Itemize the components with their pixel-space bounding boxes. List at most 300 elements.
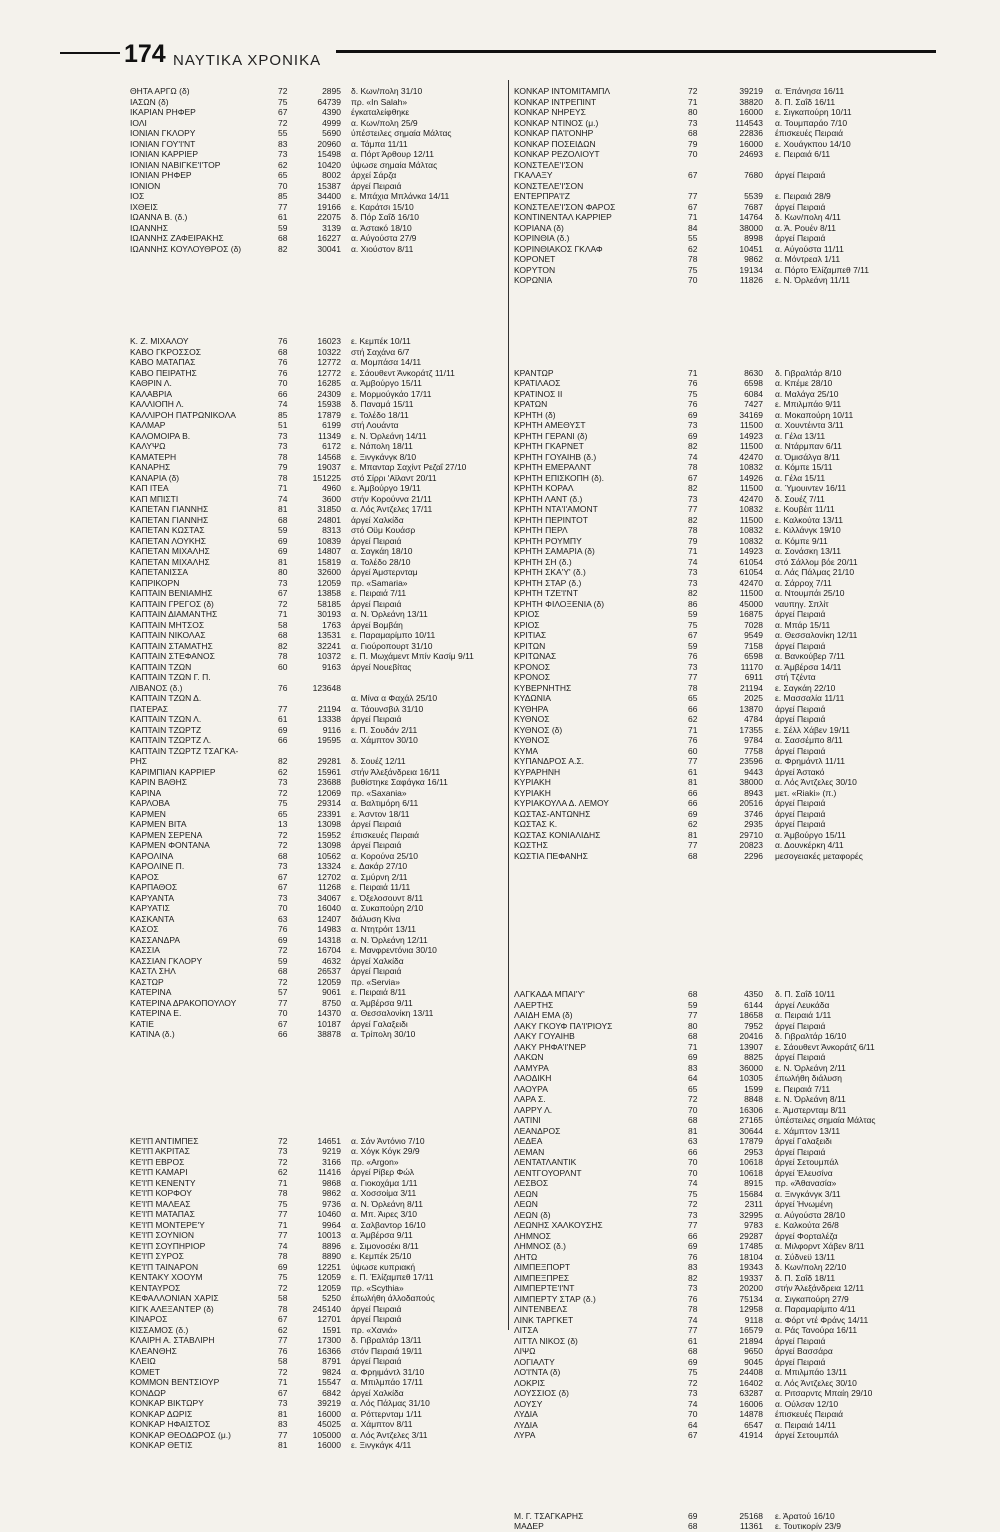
ship-row	[514, 1336, 934, 1347]
tonnage: 39219	[739, 86, 763, 96]
ship-row	[514, 420, 934, 431]
position: ε. Πειραιά 6/11	[775, 149, 831, 159]
ship-name: ΚΑΡΟΛΙΝΕ Π.	[130, 861, 185, 871]
position: ε. Άρατού 16/10	[775, 1510, 835, 1521]
tonnage: 15961	[317, 766, 341, 777]
position: α. Σαλβαντορ 16/10	[351, 1219, 426, 1230]
tonnage: 16285	[317, 378, 341, 388]
ship-name: ΚΡΗΤΗ (δ)	[514, 409, 556, 420]
tonnage: 61054	[739, 556, 763, 567]
build-year: 59	[278, 525, 288, 535]
ship-row	[514, 202, 934, 213]
position: άρχεί Σάρζα	[351, 170, 397, 180]
section-gap	[130, 254, 504, 336]
ship-row	[514, 1147, 934, 1158]
position: α. Φρηιμάντλ 31/10	[351, 1366, 425, 1377]
position: ε. Καράτσι 15/10	[351, 201, 414, 212]
tonnage: 42470	[739, 493, 763, 504]
build-year: 69	[278, 546, 288, 556]
ship-row	[130, 420, 504, 431]
ship-row	[514, 609, 934, 620]
ship-name: ΚΡΙΤΩΝ	[514, 640, 546, 651]
ship-name: ΚΡΙΟΣ	[514, 609, 540, 619]
position: α. Κπέμε 28/10	[775, 378, 833, 388]
tonnage: 13098	[317, 840, 341, 850]
tonnage: 12059	[317, 577, 341, 588]
ship-name: ΚΟΡΥΤΟΝ	[514, 264, 556, 275]
tonnage: 9862	[322, 1188, 341, 1198]
build-year: 70	[688, 149, 698, 159]
ship-row	[514, 546, 934, 557]
build-year: 58	[278, 1293, 288, 1303]
tonnage: 6842	[322, 1387, 341, 1398]
tonnage: 19595	[317, 735, 341, 745]
position: άργεί Πειραιά	[351, 840, 402, 850]
position: ε. Ξινγκάγκ 4/11	[351, 1440, 412, 1450]
tonnage: 45025	[317, 1419, 341, 1429]
ship-row	[130, 399, 504, 410]
ship-row	[514, 1220, 934, 1231]
build-year: 65	[688, 693, 698, 703]
build-year: 73	[278, 441, 288, 451]
tonnage: 13870	[739, 703, 763, 714]
position	[351, 746, 504, 757]
tonnage: 16402	[739, 1377, 763, 1388]
ship-row	[514, 819, 934, 830]
tonnage: 34400	[317, 191, 341, 201]
tonnage: 3600	[322, 493, 341, 504]
tonnage: 12069	[317, 787, 341, 798]
tonnage: 42470	[739, 577, 763, 588]
build-year: 62	[278, 1324, 288, 1335]
ship-row	[130, 504, 504, 515]
build-year: 75	[278, 96, 288, 107]
position: ε. Άμβούργο 19/11	[351, 483, 421, 493]
tonnage: 21194	[739, 682, 763, 693]
ship-name: ΚΟΝΣΤΕΛΕ'Ι'ΣΟΝ	[514, 180, 584, 191]
position: ε. Πειραιά 8/11	[351, 987, 407, 997]
ship-row	[130, 1220, 504, 1231]
ship-name: ΛΑΚΥ ΓΟΥΑΙΗΒ	[514, 1031, 575, 1041]
build-year: 75	[688, 264, 698, 275]
build-year: 78	[278, 1303, 288, 1314]
build-year: 59	[278, 222, 288, 233]
ship-row	[130, 1409, 504, 1420]
position: α. Χόγκ Κόγκ 29/9	[351, 1146, 420, 1156]
tonnage: 64739	[317, 96, 341, 107]
ship-name: ΚΑΠΤΑΙΝ ΣΤΑΜΑΤΗΣ	[130, 640, 213, 651]
tonnage: 16000	[739, 107, 763, 117]
ship-row	[514, 233, 934, 244]
ship-row	[514, 536, 934, 547]
build-year: 72	[688, 1199, 698, 1209]
ship-row	[514, 139, 934, 150]
ship-row	[130, 1241, 504, 1252]
tonnage: 11500	[739, 420, 763, 430]
ship-row	[514, 452, 934, 463]
build-year: 59	[688, 640, 698, 651]
ship-row	[130, 1188, 504, 1199]
tonnage: 11416	[317, 1167, 341, 1177]
build-year: 76	[278, 924, 288, 934]
position: α. Ντητρόιτ 13/11	[351, 924, 417, 934]
position: ε. Τολέδο 18/11	[351, 409, 409, 420]
ship-name: ΚΥΡΙΑΚΗ	[514, 787, 551, 798]
build-year: 75	[278, 1198, 288, 1209]
tonnage: 114543	[735, 117, 763, 128]
ship-name: ΚΑΛΛΙΡΟΗ ΠΑΤΡΩΝΙΚΟΛΑ	[130, 409, 236, 420]
position: άργεί Πειραιά	[775, 714, 826, 724]
position: α. Γέλα 15/11	[775, 472, 826, 483]
build-year: 62	[278, 766, 288, 777]
ship-name: ΚΑΣΟΣ	[130, 924, 159, 934]
ship-name: ΚΡΗΤΗ ΕΜΕΡΑΛΝΤ	[514, 462, 592, 472]
ship-row	[130, 536, 504, 547]
build-year: 76	[688, 399, 698, 409]
tonnage: 4632	[322, 955, 341, 966]
ship-row	[130, 1178, 504, 1189]
column-divider	[508, 80, 509, 1330]
ship-row	[514, 1399, 934, 1410]
build-year: 78	[688, 682, 698, 693]
ship-row	[130, 336, 504, 347]
build-year: 78	[278, 1188, 288, 1198]
section-gap	[514, 861, 934, 989]
tonnage: 41914	[739, 1430, 763, 1440]
ship-row	[130, 735, 504, 746]
build-year: 72	[688, 1377, 698, 1388]
tonnage: 25168	[739, 1510, 763, 1521]
ship-name: ΛΑΚΥ ΡΗΦΑ'Ι'ΝΕΡ	[514, 1041, 586, 1052]
position: άργεί Βομβάη	[351, 619, 403, 630]
build-year: 67	[278, 1314, 288, 1324]
ship-name: ΚΟΡΙΑΝΑ (δ)	[514, 222, 564, 233]
ship-row	[130, 1209, 504, 1220]
position: ε. Μορμούγκάο 17/11	[351, 388, 432, 399]
ship-row	[130, 97, 504, 108]
ship-name: Μ. Γ. ΤΣΑΓΚΑΡΗΣ	[514, 1510, 584, 1521]
ship-row	[514, 1105, 934, 1116]
ship-name: ΚΕ'Ι'Π ΑΚΡΙΤΑΣ	[130, 1146, 190, 1156]
position: διάλυση Κίνα	[351, 913, 401, 924]
build-year: 69	[278, 1261, 288, 1272]
position: α. Μπάρ 15/11	[775, 619, 831, 630]
build-year: 76	[688, 1251, 698, 1262]
build-year: 75	[688, 1367, 698, 1377]
tonnage: 10305	[739, 1073, 763, 1083]
tonnage: 6172	[322, 441, 341, 451]
position: α. Άμβούργο 15/11	[775, 829, 846, 840]
position: ε. Χάμπτον 13/11	[775, 1125, 841, 1136]
tonnage: 6547	[744, 1419, 763, 1430]
build-year: 77	[688, 504, 698, 514]
tonnage: 16306	[739, 1104, 763, 1115]
position: α. Ν. Όρλεάνη 8/11	[351, 1198, 423, 1209]
ship-name: ΛΑΚΩΝ	[514, 1052, 544, 1062]
position: άργεί Φορταλέζα	[775, 1230, 838, 1241]
build-year: 67	[278, 1387, 288, 1398]
tonnage: 8791	[322, 1356, 341, 1366]
tonnage: 5539	[744, 191, 763, 201]
build-year: 62	[688, 714, 698, 724]
ship-row	[130, 170, 504, 181]
ship-row	[514, 641, 934, 652]
build-year: 66	[688, 1146, 698, 1157]
ship-name: ΛΑΡΑ Σ.	[514, 1094, 546, 1104]
tonnage	[303, 693, 351, 704]
tonnage: 8998	[744, 233, 763, 243]
build-year: 82	[688, 483, 698, 493]
tonnage: 34169	[739, 409, 763, 420]
tonnage	[721, 181, 775, 192]
ship-name: ΚΡΑΤΙΝΟΣ ΙΙ	[514, 388, 563, 399]
tonnage: 9964	[322, 1219, 341, 1230]
ship-row	[130, 714, 504, 725]
ship-name: ΛΟΥΣΥ	[514, 1398, 543, 1409]
build-year: 77	[688, 840, 698, 850]
ship-name: ΚΙΝΑΡΟΣ	[130, 1314, 168, 1324]
ship-name: ΛΑΙΔΗ ΕΜΑ (δ)	[514, 1010, 573, 1020]
ship-row	[130, 830, 504, 841]
ship-name: ΛΕΜΑΝ	[514, 1146, 545, 1157]
build-year: 67	[688, 170, 698, 180]
tonnage: 2953	[744, 1146, 763, 1157]
position: ε. Μανφρεντόνια 30/10	[351, 945, 437, 955]
build-year: 69	[688, 1241, 698, 1251]
right-column	[514, 86, 934, 1532]
tonnage: 16000	[317, 1408, 341, 1419]
build-year: 72	[278, 787, 288, 798]
tonnage: 8630	[744, 367, 763, 378]
ship-row	[514, 662, 934, 673]
ship-name: ΚΑΤΕΡΙΝΑ Ε.	[130, 1008, 182, 1018]
build-year: 67	[278, 1018, 288, 1029]
ship-name: ΚΟΝΚΑΡ ΗΦΑΙΣΤΟΣ	[130, 1419, 211, 1429]
position: ε. Ν. Όρλεάνη 11/11	[775, 275, 850, 285]
build-year: 65	[278, 808, 288, 819]
build-year: 74	[688, 1178, 698, 1188]
ship-name: ΙΟΝΙΑΝ ΚΑΡΡΙΕΡ	[130, 149, 199, 159]
ship-name: ΚΩΣΤΑΣ ΚΟΝΙΑΛΙΔΗΣ	[514, 829, 601, 840]
build-year: 71	[688, 546, 698, 556]
ship-name: ΚΑΠΤΑΙΝ ΤΖΩΝ	[130, 661, 192, 672]
ship-row	[514, 1378, 934, 1389]
position: α. Σάν Άντόνιο 7/10	[351, 1135, 425, 1146]
build-year: 74	[688, 1398, 698, 1409]
ship-name: ΚΑΡΙΜΠΙΑΝ ΚΑΡΡΙΕΡ	[130, 766, 216, 777]
position: δ. Π. Σαΐδ 18/11	[775, 1272, 836, 1283]
position: α. Βανκούβερ 7/11	[775, 651, 845, 661]
tonnage: 7952	[744, 1020, 763, 1031]
ship-name: ΡΗΣ	[130, 756, 148, 766]
tonnage: 4960	[322, 483, 341, 493]
ship-row	[514, 683, 934, 694]
tonnage: 10372	[317, 651, 341, 661]
section-gap	[130, 1040, 504, 1136]
build-year: 71	[278, 1377, 288, 1387]
ship-name: ΙΟΣ	[130, 191, 145, 201]
position: πρ. «Argon»	[351, 1156, 399, 1167]
ship-name: ΚΥΒΕΡΝΗΤΗΣ	[514, 682, 572, 693]
ship-row	[130, 861, 504, 872]
position: α. Πειραιά 14/11	[775, 1419, 837, 1430]
tonnage: 6084	[744, 388, 763, 399]
build-year: 61	[688, 766, 698, 777]
position: α. Άμβέρσα 9/11	[351, 1230, 413, 1240]
ship-row	[514, 777, 934, 788]
tonnage: 8750	[322, 997, 341, 1008]
tonnage: 38878	[317, 1029, 341, 1039]
position: α. Έπάνησα 16/11	[775, 86, 845, 96]
build-year: 84	[688, 222, 698, 233]
ship-name: ΚΡΗΤΗ ΣΗ (δ.)	[514, 556, 572, 567]
ship-row	[130, 746, 504, 757]
position: α. Κορούνα 25/10	[351, 850, 418, 861]
ship-name: ΚΑΒΟ ΠΕΙΡΑΤΗΣ	[130, 367, 197, 378]
ship-name: ΛΙΜΠΕΞΠΟΡΤ	[514, 1262, 571, 1272]
ship-row	[514, 651, 934, 662]
build-year: 71	[688, 212, 698, 222]
ship-row	[130, 441, 504, 452]
position: στό Οϋμ Κουάσρ	[351, 525, 416, 535]
ship-name: ΚΕ'Ι'Π ΣΟΥΠΗΡΙΟΡ	[130, 1240, 206, 1251]
ship-name: ΛΗΤΩ	[514, 1251, 538, 1262]
tonnage: 45000	[739, 598, 763, 609]
build-year: 71	[688, 367, 698, 378]
section-gap	[514, 286, 934, 368]
build-year: 66	[688, 703, 698, 714]
build-year	[278, 746, 303, 757]
ship-name: ΚΥΡΙΑΚΟΥΛΑ Δ. ΛΕΜΟΥ	[514, 798, 609, 808]
tonnage: 1599	[744, 1083, 763, 1094]
ship-row	[130, 212, 504, 223]
position: άργεί Πειραιά	[775, 703, 826, 714]
position: στόν Πειραιά 19/11	[351, 1345, 423, 1356]
tonnage: 21894	[739, 1335, 763, 1346]
position: α. Τρίπολη 30/10	[351, 1029, 416, 1039]
position: άργεί Πειραιά	[351, 598, 402, 609]
ship-row	[130, 473, 504, 484]
position: ε. Σιμονοσέκι 8/11	[351, 1240, 419, 1251]
position: α. Τουμπαράο 7/10	[775, 117, 848, 128]
ship-name: ΛΑΓΚΑΔΑ ΜΠΑΙ'Υ'	[514, 989, 585, 999]
ship-name: ΚΑΠ ΙΤΕΑ	[130, 483, 169, 493]
position: μεσογειακές μεταφορές	[775, 850, 863, 861]
build-year: 85	[278, 409, 288, 420]
ship-name: ΚΥΡΑΡΗΝΗ	[514, 766, 561, 777]
ship-name: ΚΑΒΟ ΓΚΡΟΣΣΟΣ	[130, 346, 201, 357]
tonnage: 4350	[744, 989, 763, 999]
position: α. Πειραιά 1/11	[775, 1010, 832, 1020]
ship-row	[130, 431, 504, 442]
ship-name: ΚΑΠΤΑΙΝ ΤΖΩΝ Δ.	[130, 693, 202, 703]
build-year: 74	[278, 493, 288, 504]
ship-row	[130, 840, 504, 851]
tonnage: 7427	[744, 399, 763, 409]
tonnage: 11826	[739, 275, 763, 285]
ship-row	[514, 494, 934, 505]
ship-row	[514, 97, 934, 108]
build-year: 73	[688, 493, 698, 504]
ship-row	[514, 1430, 934, 1441]
ship-name: ΚΑΡΜΕΝ ΦΟΝΤΑΝΑ	[130, 840, 210, 850]
position: α. Παραμαρίμπο 4/11	[775, 1304, 856, 1314]
position: α. Σαγκάη 18/10	[351, 546, 413, 556]
position: ε. Π. Μωχάμεντ Μπίν Κασίμ 9/11	[351, 651, 474, 661]
ship-row	[130, 987, 504, 998]
position: έπισκευές Πειραιά	[775, 1409, 844, 1419]
ship-row	[514, 1252, 934, 1263]
tonnage: 18104	[739, 1251, 763, 1262]
tonnage: 2025	[744, 693, 763, 703]
tonnage: 24801	[317, 514, 341, 525]
position: α. Πόρτ Άρθουρ 12/11	[351, 149, 434, 159]
ship-name: ΛΙΤΤΛ ΝΙΚΟΣ (δ)	[514, 1335, 578, 1346]
ship-name: ΚΥΜΑ	[514, 745, 539, 756]
ship-name: ΚΑΡΟΛΙΝΑ	[130, 850, 174, 861]
ship-row	[514, 1084, 934, 1095]
tonnage: 17300	[317, 1335, 341, 1345]
ship-row	[514, 462, 934, 473]
tonnage: 23688	[317, 777, 341, 787]
ship-row	[130, 914, 504, 925]
ship-name: ΚΡΑΝΤΩΡ	[514, 367, 554, 378]
tonnage: 42470	[739, 451, 763, 462]
tonnage: 16227	[317, 233, 341, 243]
ship-name: ΚΑΠΕΤΑΝ ΛΟΥΚΗΣ	[130, 535, 206, 546]
position: άργεί Πειραιά	[775, 609, 826, 619]
position: άργεί Πειραιά	[351, 1356, 402, 1366]
tonnage: 8896	[322, 1240, 341, 1251]
position: στήν Άλεξάνδρεια 12/11	[775, 1283, 865, 1293]
tonnage: 31850	[317, 504, 341, 514]
position: α. Φόρτ ντέ Φράνς 14/11	[775, 1314, 869, 1325]
ship-row	[514, 149, 934, 160]
position: α. Λός Άντζελες 3/11	[351, 1429, 428, 1440]
ship-row	[514, 378, 934, 389]
ship-row	[130, 202, 504, 213]
position: ε. Τουτικορίν 23/9	[775, 1521, 841, 1531]
ship-name: ΚΕΝΤΑΥΡΟΣ	[130, 1282, 181, 1293]
build-year: 71	[278, 609, 288, 619]
tonnage: 16579	[739, 1325, 763, 1335]
tonnage: 7680	[744, 170, 763, 180]
ship-row	[130, 788, 504, 799]
position: δ. Γιβραλτάρ 16/10	[775, 1031, 847, 1041]
tonnage: 63287	[739, 1388, 763, 1398]
ship-name: ΚΡΗΤΗ ΚΟΡΑΛ	[514, 483, 574, 493]
build-year: 62	[278, 1167, 288, 1177]
ship-name: ΚΙΣΣΑΜΟΣ (δ.)	[130, 1324, 189, 1335]
position: δ. Παναμά 15/11	[351, 399, 414, 409]
ship-name: ΚΕΦΑΛΛΟΝΙΑΝ ΧΑΡΙΣ	[130, 1293, 219, 1303]
build-year: 70	[688, 1167, 698, 1178]
ship-row	[130, 903, 504, 914]
build-year: 82	[278, 640, 288, 651]
build-year: 79	[688, 535, 698, 546]
ship-name: ΚΑΤΕΡΙΝΑ ΔΡΑΚΟΠΟΥΛΟΥ	[130, 997, 237, 1008]
position: α. Άμβέρσα 9/11	[351, 997, 413, 1008]
build-year: 51	[278, 420, 288, 430]
position	[351, 672, 504, 683]
build-year: 77	[278, 1230, 288, 1240]
build-year: 85	[278, 191, 288, 201]
build-year: 76	[278, 367, 288, 378]
build-year: 59	[688, 999, 698, 1010]
ship-name: ΚΟΡΟΝΕΤ	[514, 254, 556, 264]
ship-row	[514, 1010, 934, 1021]
build-year: 76	[688, 378, 698, 388]
